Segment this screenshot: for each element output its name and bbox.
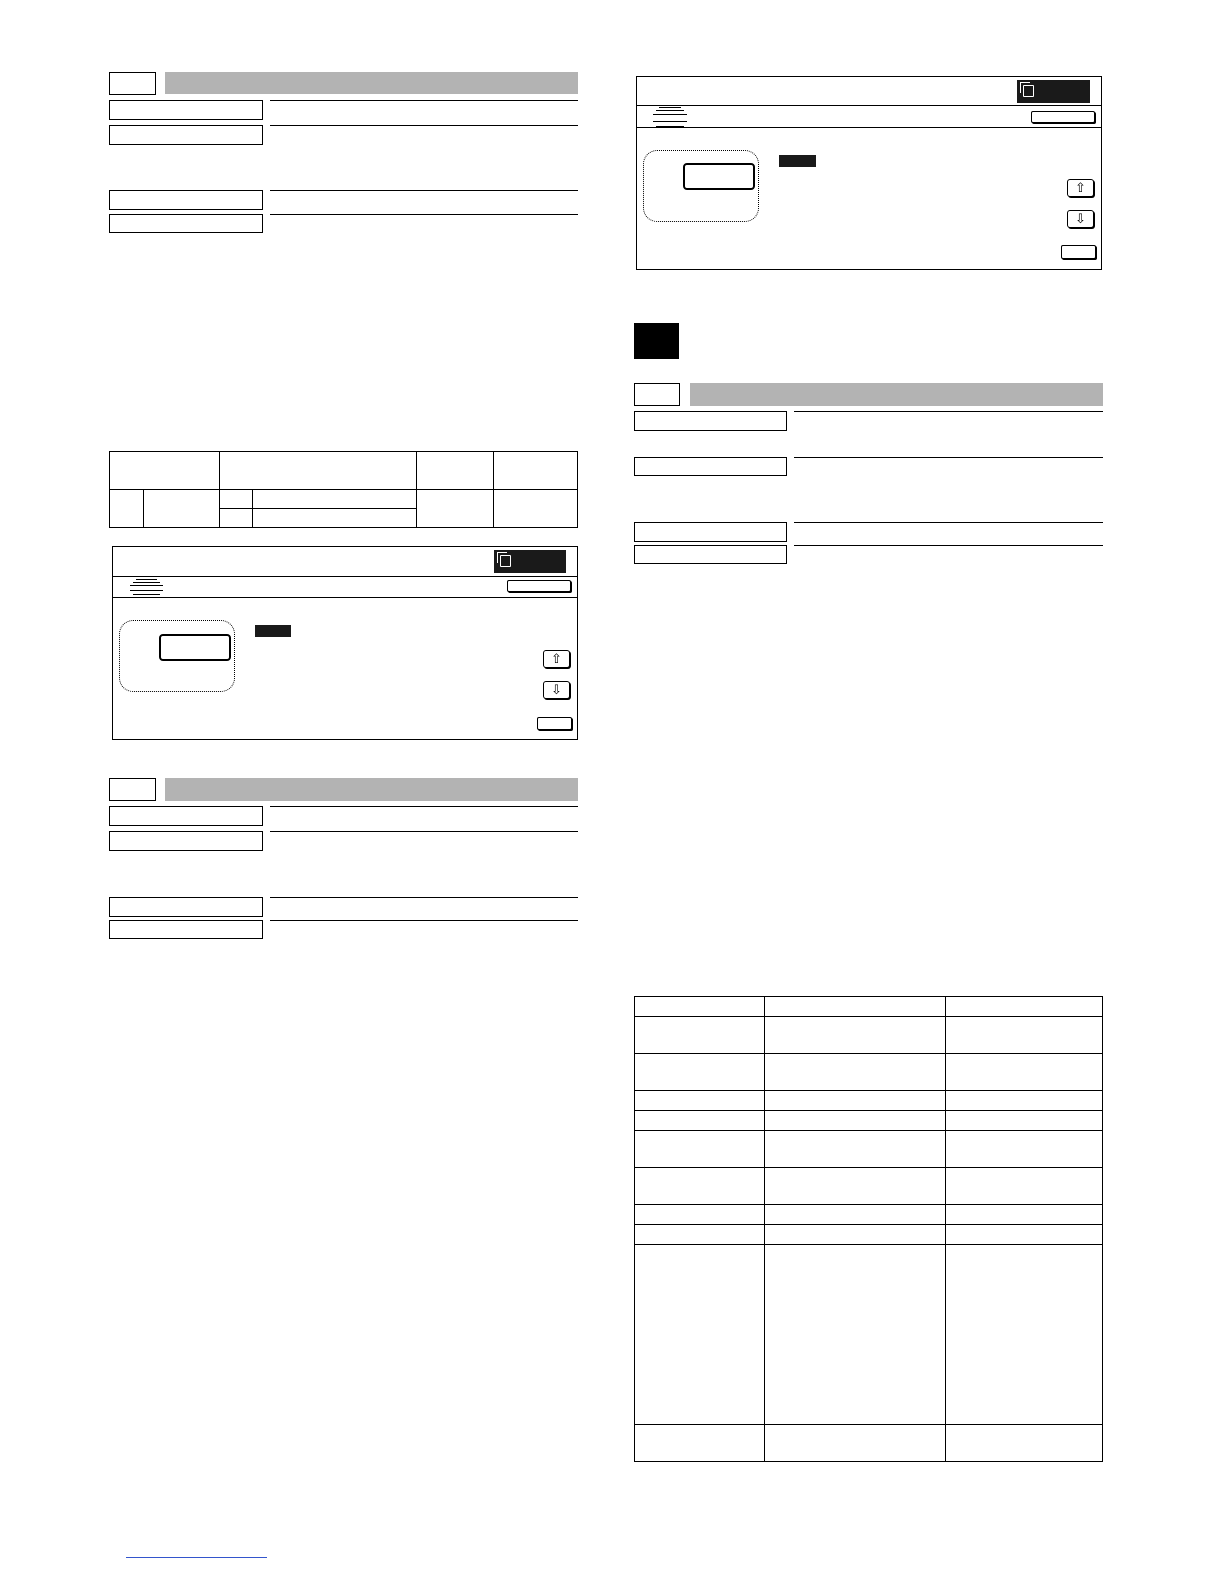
- table-row: [635, 1111, 1103, 1131]
- table-cell: [945, 1168, 1102, 1205]
- table-row: [635, 1017, 1103, 1054]
- table-cell: [635, 1245, 765, 1425]
- table-cell: [765, 1054, 945, 1091]
- table-row: [635, 1131, 1103, 1168]
- table-cell: [945, 1111, 1102, 1131]
- up-arrow-icon: ⇧: [551, 651, 562, 667]
- table-header-cell: [765, 997, 945, 1017]
- up-button[interactable]: [543, 650, 570, 668]
- screen-divider: [637, 105, 1101, 106]
- copy-icon: [494, 550, 514, 572]
- table-header-cell: [220, 452, 417, 490]
- table-cell: [252, 509, 417, 528]
- screen-divider: [637, 127, 1101, 128]
- paper-tray-icon: [653, 105, 687, 129]
- field-rule: [270, 100, 578, 101]
- table-row: [635, 1054, 1103, 1091]
- field-rule: [270, 920, 578, 921]
- table-cell: [945, 1425, 1102, 1462]
- ok-button[interactable]: [1061, 245, 1096, 259]
- table-cell: [635, 1017, 765, 1054]
- down-button[interactable]: [543, 681, 570, 699]
- section-title-bar-2: [165, 778, 578, 801]
- table-cell: [635, 1205, 765, 1225]
- table-header-cell: [494, 452, 578, 490]
- field-rule: [270, 806, 578, 807]
- field-label-box: [109, 897, 263, 917]
- table-header-cell: [417, 452, 494, 490]
- table-cell: [765, 1131, 945, 1168]
- selected-tag: [255, 625, 291, 637]
- ok-button[interactable]: [537, 717, 572, 730]
- table-cell: [220, 509, 253, 528]
- field-label-box: [109, 125, 263, 145]
- field-rule: [270, 831, 578, 832]
- copy-mode-badge[interactable]: [1017, 80, 1090, 103]
- table-header-cell: [635, 997, 765, 1017]
- field-rule: [794, 545, 1103, 546]
- table-header-cell: [945, 997, 1102, 1017]
- table-cell: [635, 1225, 765, 1245]
- chapter-marker: [634, 323, 679, 359]
- table-cell: [765, 1225, 945, 1245]
- field-label-box: [109, 806, 263, 826]
- field-rule: [794, 522, 1103, 523]
- up-button[interactable]: [1067, 179, 1094, 197]
- field-label-box: [634, 457, 787, 476]
- table-row: [635, 1205, 1103, 1225]
- down-arrow-icon: ⇩: [551, 682, 562, 698]
- tab-button[interactable]: [1031, 111, 1095, 123]
- table-cell: [252, 490, 417, 509]
- footer-link[interactable]: [126, 1557, 267, 1558]
- table-cell: [945, 1091, 1102, 1111]
- table-cell: [765, 1205, 945, 1225]
- down-arrow-icon: ⇩: [1075, 211, 1086, 227]
- table-cell: [635, 1111, 765, 1131]
- value-display: [159, 634, 231, 661]
- table-row: [635, 1425, 1103, 1462]
- table-cell: [635, 1054, 765, 1091]
- field-rule: [794, 457, 1103, 458]
- field-label-box: [109, 920, 263, 939]
- table-cell: [765, 1168, 945, 1205]
- table-cell: [765, 1017, 945, 1054]
- field-rule: [270, 897, 578, 898]
- field-label-box: [634, 411, 787, 431]
- tab-button[interactable]: [507, 580, 571, 592]
- table-cell: [635, 1168, 765, 1205]
- field-rule: [794, 411, 1103, 412]
- copy-icon: [1017, 80, 1037, 102]
- selected-tag: [779, 155, 816, 167]
- screen-divider: [113, 576, 577, 577]
- table-row: [635, 1091, 1103, 1111]
- table-cell: [635, 1425, 765, 1462]
- table-row: [635, 997, 1103, 1017]
- table-row: [635, 1245, 1103, 1425]
- table-cell: [945, 1017, 1102, 1054]
- table-cell: [417, 490, 494, 528]
- up-arrow-icon: ⇧: [1075, 180, 1086, 196]
- section-code-box-3: [634, 383, 680, 406]
- table-cell: [494, 490, 578, 528]
- field-rule: [270, 190, 578, 191]
- table-cell: [110, 490, 144, 528]
- field-rule: [270, 125, 578, 126]
- specification-table: [634, 996, 1103, 1462]
- section-title-bar-1: [165, 72, 578, 94]
- table-cell: [765, 1091, 945, 1111]
- table-cell: [945, 1245, 1102, 1425]
- field-label-box: [109, 100, 263, 120]
- section-code-box-2: [109, 778, 156, 801]
- table-cell: [765, 1245, 945, 1425]
- field-rule: [270, 214, 578, 215]
- section-code-box-1: [109, 72, 156, 95]
- field-label-box: [634, 545, 787, 564]
- copy-mode-badge[interactable]: [494, 550, 566, 573]
- screen-mockup-2: [636, 76, 1102, 270]
- screen-divider: [113, 597, 577, 598]
- field-label-box: [109, 190, 263, 210]
- down-button[interactable]: [1067, 210, 1094, 228]
- table-cell: [220, 490, 253, 509]
- table-header-cell: [110, 452, 220, 490]
- table-cell: [945, 1225, 1102, 1245]
- table-cell: [765, 1111, 945, 1131]
- field-label-box: [109, 214, 263, 233]
- value-display: [683, 163, 755, 190]
- table-row: [635, 1168, 1103, 1205]
- field-label-box: [109, 831, 263, 851]
- field-label-box: [634, 522, 787, 542]
- section-title-bar-3: [690, 383, 1103, 406]
- table-cell: [945, 1205, 1102, 1225]
- table-cell: [635, 1091, 765, 1111]
- table-row: [635, 1225, 1103, 1245]
- table-cell: [635, 1131, 765, 1168]
- paper-tray-icon: [130, 577, 163, 597]
- table-cell: [945, 1054, 1102, 1091]
- settings-table: [109, 451, 578, 528]
- table-cell: [143, 490, 220, 528]
- table-cell: [765, 1425, 945, 1462]
- table-cell: [945, 1131, 1102, 1168]
- screen-mockup-1: [112, 546, 578, 740]
